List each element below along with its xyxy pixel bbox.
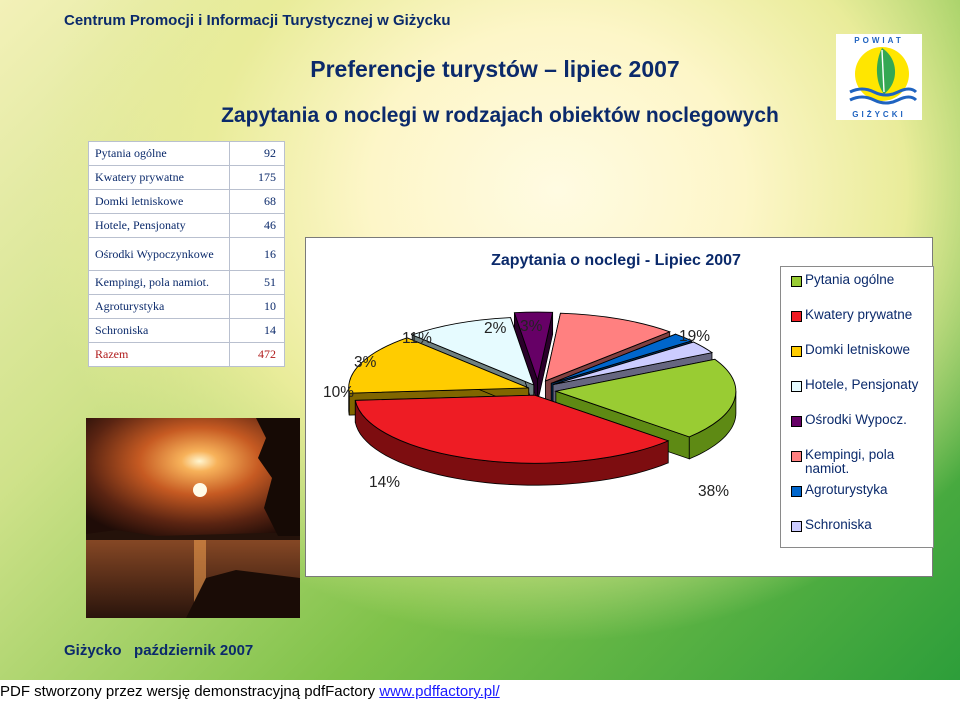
row-label: Ośrodki Wypoczynkowe [89,238,230,271]
legend-label: Kwatery prywatne [805,307,913,322]
slice-label-5: 11% [402,330,432,347]
row-value: 10 [230,295,285,319]
legend-swatch [791,346,802,357]
slice-label-7: 3% [520,318,543,335]
sunset-lake-photo [86,418,300,618]
legend-label: Pytania ogólne [805,272,895,287]
legend-swatch [791,521,802,532]
legend-swatch [791,311,802,322]
pdf-note [0,683,500,700]
slice-label-1: 38% [698,483,730,500]
chart-title: Zapytania o noclegi - Lipiec 2007 [491,252,741,269]
slice-label-6: 2% [484,320,507,337]
table-row [89,319,285,343]
table-row [89,190,285,214]
table-row [89,166,285,190]
logo-bottom-text: GIŻYCKI [852,110,906,119]
table-total-row [89,343,285,367]
inquiries-table [88,141,285,367]
legend-swatch [791,451,802,462]
place-date: Giżycko październik 2007 [64,642,254,659]
row-value: 14 [230,319,285,343]
legend-swatch [791,276,802,287]
row-value: 92 [230,142,285,166]
table-row [89,142,285,166]
row-label: Hotele, Pensjonaty [89,214,230,238]
logo-top-text: POWIAT [854,36,904,45]
row-value: 46 [230,214,285,238]
row-label: Pytania ogólne [89,142,230,166]
legend-label: Agroturystyka [805,482,888,497]
row-value: 16 [230,238,285,271]
legend-swatch [791,486,802,497]
table-row [89,214,285,238]
legend-label: Kempingi, pola namiot. [805,447,895,476]
chart-legend [780,266,934,548]
row-value: 51 [230,271,285,295]
legend-label: Domki letniskowe [805,342,911,357]
row-label: Kwatery prywatne [89,166,230,190]
legend-swatch [791,381,802,392]
page-subtitle: Zapytania o noclegi w rodzajach obiektów noclegowych [221,104,779,127]
table-row [89,295,285,319]
slice-label-3: 10% [323,384,355,401]
page-title: Preferencje turystów – lipiec 2007 [310,56,680,82]
slice-label-0: 19% [679,328,711,345]
legend-label: Ośrodki Wypocz. [805,412,907,427]
slice-label-2: 14% [369,474,401,491]
legend-swatch [791,416,802,427]
table-row [89,271,285,295]
legend-label: Schroniska [805,517,872,532]
total-value: 472 [230,343,285,367]
table-row [89,238,285,271]
legend-label: Hotele, Pensjonaty [805,377,919,392]
pdffactory-link[interactable]: www.pdffactory.pl/ [379,683,500,700]
row-label: Schroniska [89,319,230,343]
row-value: 175 [230,166,285,190]
organization-name: Centrum Promocji i Informacji Turystycznej w Giżycku [64,12,451,29]
row-label: Domki letniskowe [89,190,230,214]
total-label: Razem [89,343,230,367]
pdf-note-text: PDF stworzony przez wersję demonstracyjną pdfFactory [0,683,380,700]
slice-label-4: 3% [354,354,377,371]
row-value: 68 [230,190,285,214]
row-label: Kempingi, pola namiot. [89,271,230,295]
row-label: Agroturystyka [89,295,230,319]
chart-panel [305,237,933,577]
